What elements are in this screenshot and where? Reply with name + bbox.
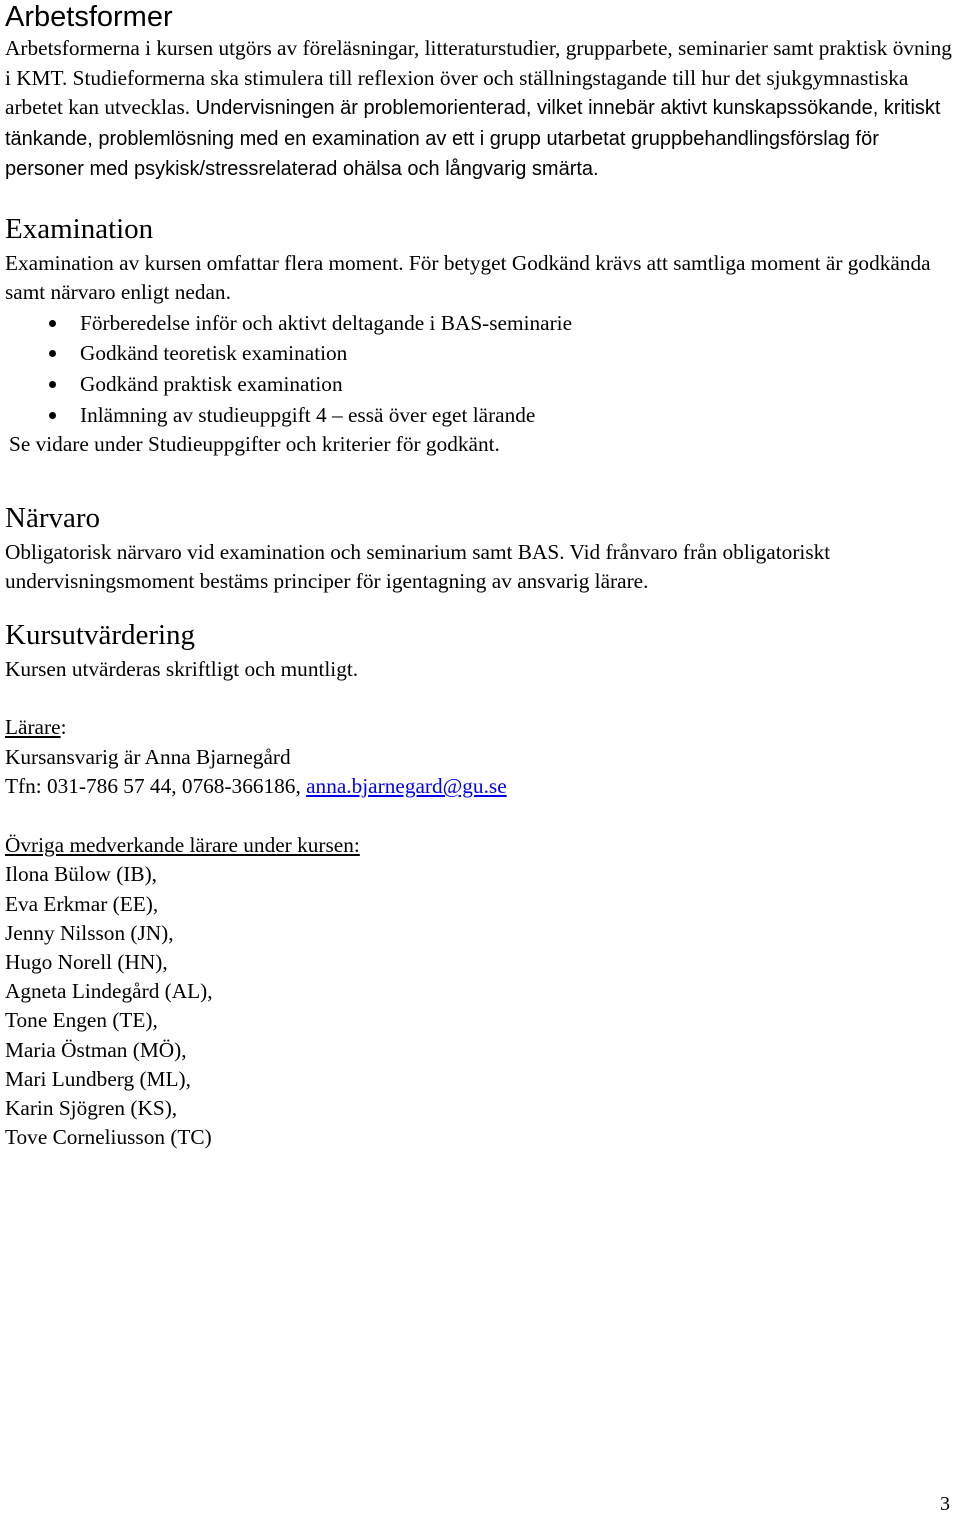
examination-heading: Examination [5, 212, 154, 245]
arbetsformer-text-serif: Arbetsformerna i kursen utgörs av föreläsningar, litteraturstudier, grupparbete, seminarier samt praktisk övning i KMT. Studieformerna ska stimulera till reflexion över och ställningstagande till hur det sjukgymnastiska arbetet kan utvecklas. [5, 36, 952, 119]
examination-list-item: Inlämning av studieuppgift 4 – essä över eget lärande [5, 400, 953, 431]
arbetsformer-paragraph [5, 34, 953, 185]
phone-text: Tfn: 031-786 57 44, 0768-366186, [5, 774, 307, 799]
examination-list-item: Godkänd praktisk examination [5, 369, 953, 400]
bullet-icon [49, 320, 56, 327]
kursutvardering-paragraph: Kursen utvärderas skriftligt och muntligt. [5, 656, 359, 681]
teacher-list-item: Tove Corneliusson (TC) [5, 1125, 212, 1150]
larare-label: Lärare [5, 715, 61, 740]
larare-label-line: Lärare: [5, 715, 67, 740]
examination-list-item: Förberedelse inför och aktivt deltagande i BAS-seminarie [5, 308, 953, 339]
teacher-list-item: Hugo Norell (HN), [5, 949, 168, 974]
email-link[interactable]: anna.bjarnegard@gu.se [306, 774, 507, 799]
examination-paragraph: Examination av kursen omfattar flera moment. För betyget Godkänd krävs att samtliga moment är godkända samt närvaro enligt nedan. [5, 250, 931, 304]
arbetsformer-heading: Arbetsformer [5, 1, 173, 33]
teacher-list-item: Maria Östman (MÖ), [5, 1037, 187, 1062]
narvaro-paragraph: Obligatorisk närvaro vid examination och seminarium samt BAS. Vid frånvaro från obligatoriskt undervisningsmoment bestäms principer för igentagning av ansvarig lärare. [5, 539, 831, 594]
teacher-list-item: Jenny Nilsson (JN), [5, 920, 174, 945]
teacher-list-item: Ilona Bülow (IB), [5, 862, 158, 887]
document-page [5, 0, 953, 1152]
teacher-list-item: Karin Sjögren (KS), [5, 1095, 178, 1120]
bullet-icon [49, 350, 56, 357]
examination-list-item: Godkänd teoretisk examination [5, 338, 953, 369]
page-number: 3 [940, 1493, 950, 1515]
narvaro-heading: Närvaro [5, 501, 101, 534]
teacher-list [5, 860, 953, 1152]
teacher-list-item: Mari Lundberg (ML), [5, 1066, 191, 1091]
contact-line [5, 772, 953, 802]
examination-see-more: Se vidare under Studieuppgifter och kriterier för godkänt. [9, 432, 500, 457]
kursutvardering-heading: Kursutvärdering [5, 618, 196, 651]
bullet-icon [49, 412, 56, 419]
bullet-icon [49, 381, 56, 388]
arbetsformer-text-sans: Undervisningen är problemorienterad, vilket innebär aktivt kunskapssökande, kritiskt tänkande, problemlösning med en examination av ett i grupp utarbetat gruppbehandlingsförslag för personer med psykisk/stressrelaterad ohälsa och långvarig smärta. [5, 97, 941, 180]
teacher-list-item: Eva Erkmar (EE), [5, 891, 159, 916]
ovriga-label-line [5, 831, 953, 861]
teacher-list-item: Agneta Lindegård (AL), [5, 979, 213, 1004]
teacher-list-item: Tone Engen (TE), [5, 1008, 158, 1033]
kursansvarig-text: Kursansvarig är Anna Bjarnegård [5, 744, 291, 769]
ovriga-label: Övriga medverkande lärare under kursen: [5, 832, 360, 857]
examination-list [5, 308, 953, 431]
